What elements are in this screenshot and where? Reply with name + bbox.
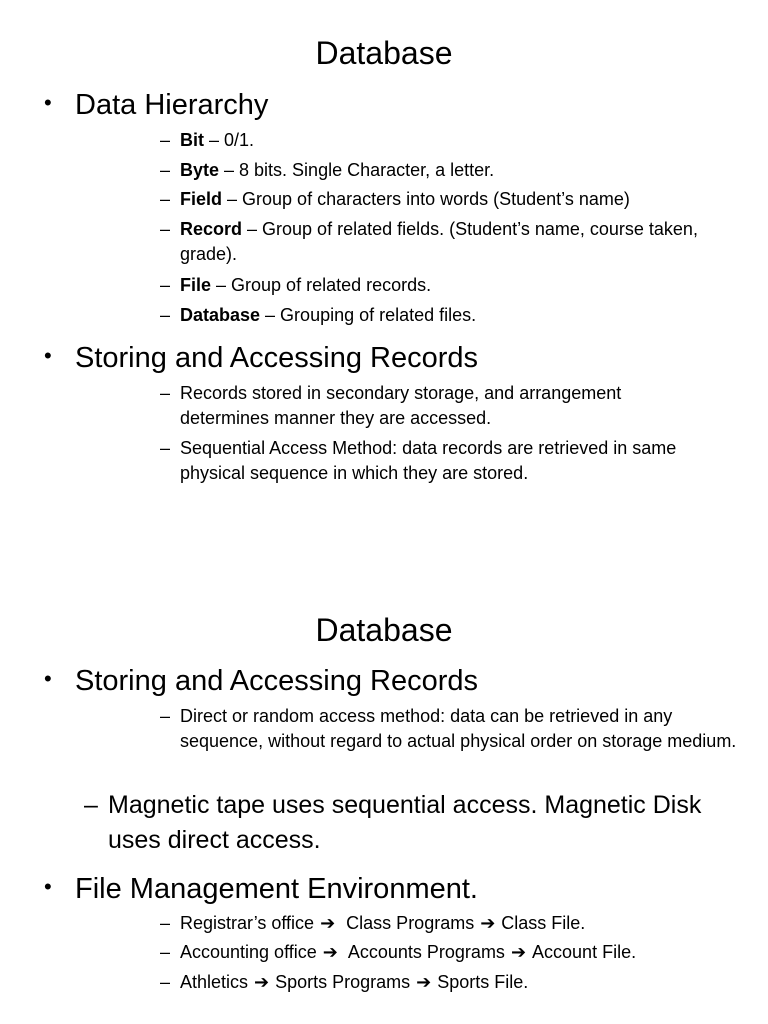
flow-program: Accounts Programs	[347, 942, 505, 962]
list-item-sequential-access	[160, 436, 735, 486]
list-item-field	[160, 187, 730, 212]
arrow-right-icon: ➔	[480, 913, 496, 933]
dash-icon: –	[160, 275, 171, 295]
definition: – 8 bits. Single Character, a letter.	[219, 160, 495, 180]
list-item-file	[160, 273, 730, 298]
flow-file: Account File.	[532, 942, 637, 962]
dash-icon: –	[160, 942, 171, 962]
dash-icon: –	[160, 383, 171, 403]
bullet-icon: •	[44, 90, 52, 115]
section-heading: Storing and Accessing Records	[75, 665, 478, 697]
dash-icon: –	[160, 219, 171, 239]
list-item-record	[160, 217, 720, 267]
arrow-right-icon: ➔	[510, 942, 527, 962]
term: Byte	[180, 160, 220, 180]
flow-registrar	[160, 911, 730, 936]
arrow-right-icon: ➔	[322, 942, 338, 962]
dash-icon: –	[160, 913, 171, 933]
list-item-text: Sequential Access Method: data records are retrieved in same physical sequence in which they are stored.	[180, 438, 677, 483]
dash-icon: –	[160, 438, 171, 458]
list-item-magnetic	[84, 788, 714, 858]
bullet-storing-accessing	[44, 339, 478, 375]
flow-file: Class File.	[501, 913, 586, 933]
term: Record	[180, 219, 243, 239]
arrow-right-icon: ➔	[416, 972, 432, 992]
bullet-icon: •	[44, 874, 52, 899]
term: File	[180, 275, 212, 295]
list-item-text: Magnetic tape uses sequential access. Magnetic Disk uses direct access.	[108, 791, 702, 854]
list-item-byte	[160, 158, 730, 183]
flow-source: Accounting office	[180, 942, 317, 962]
flow-athletics	[160, 970, 730, 995]
dash-icon: –	[160, 130, 171, 150]
bullet-storing-accessing	[44, 662, 478, 698]
dash-icon: –	[160, 189, 171, 209]
dash-icon: –	[160, 160, 171, 180]
term: Field	[180, 189, 223, 209]
definition: – Group of related fields. (Student’s name, course taken, grade).	[180, 219, 698, 264]
dash-icon: –	[160, 972, 171, 992]
arrow-right-icon: ➔	[254, 972, 270, 992]
bullet-data-hierarchy	[44, 86, 268, 122]
section-heading: Data Hierarchy	[75, 89, 269, 121]
flow-accounting	[160, 940, 730, 965]
flow-file: Sports File.	[437, 972, 529, 992]
definition: – Group of characters into words (Student’s name)	[222, 189, 630, 209]
dash-icon: –	[84, 791, 98, 819]
list-item-text: Direct or random access method: data can be retrieved in any sequence, without regard to actual physical order on storage medium.	[180, 706, 737, 751]
flow-source: Registrar’s office	[180, 913, 315, 933]
list-item-text: Records stored in secondary storage, and arrangement determines manner they are accessed.	[180, 383, 622, 428]
list-item-direct-access	[160, 704, 740, 754]
dash-icon: –	[160, 305, 171, 325]
bullet-icon: •	[44, 666, 52, 691]
slide-2	[0, 577, 768, 1024]
dash-icon: –	[160, 706, 171, 726]
list-item-records-stored	[160, 381, 680, 431]
flow-program: Class Programs	[346, 913, 475, 933]
slide-title: Database	[315, 35, 453, 71]
slide-title: Database	[315, 612, 453, 648]
definition: – Grouping of related files.	[260, 305, 477, 325]
section-heading: Storing and Accessing Records	[75, 342, 478, 374]
bullet-file-management	[44, 870, 478, 906]
term: Bit	[180, 130, 204, 150]
flow-source: Athletics	[180, 972, 249, 992]
term: Database	[180, 305, 261, 325]
arrow-right-icon: ➔	[320, 913, 336, 933]
list-item-bit	[160, 128, 730, 153]
list-item-database	[160, 303, 730, 328]
section-heading: File Management Environment.	[75, 873, 478, 905]
definition: – 0/1.	[204, 130, 255, 150]
flow-program: Sports Programs	[275, 972, 411, 992]
bullet-icon: •	[44, 343, 52, 368]
definition: – Group of related records.	[211, 275, 432, 295]
